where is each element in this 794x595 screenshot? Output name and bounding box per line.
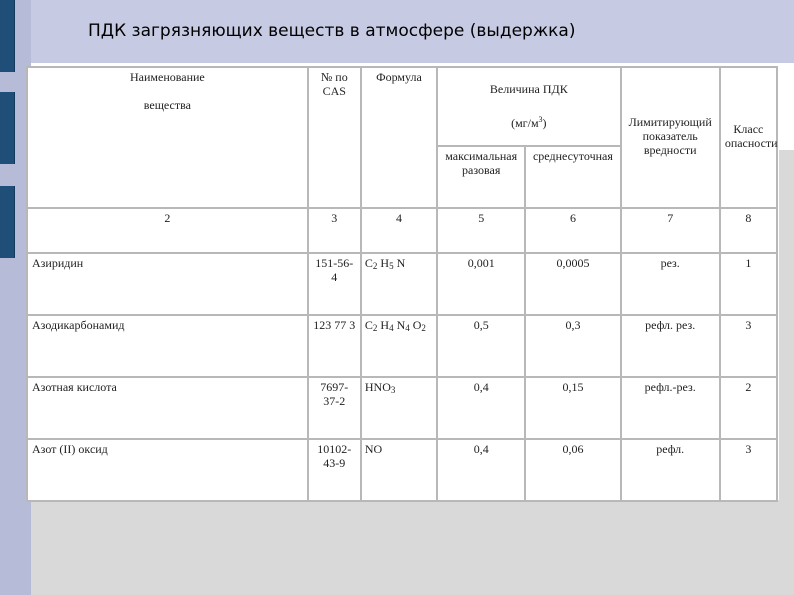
header-cas: № по CAS (308, 67, 361, 208)
header-name-line1: Наименование (129, 70, 205, 84)
table-row (27, 439, 777, 501)
max-single-value: 0,4 (437, 377, 525, 439)
header-pdk-title: Величина ПДК (489, 82, 568, 96)
daily-avg-value: 0,3 (525, 315, 620, 377)
header-formula: Формула (361, 67, 437, 208)
limiting-indicator: рез. (621, 253, 720, 315)
substance-name: Азодикарбонамид (27, 315, 308, 377)
slide-title: ПДК загрязняющих веществ в атмосфере (выдержка) (88, 21, 576, 41)
accent-bar (0, 186, 15, 258)
daily-avg-value: 0,15 (525, 377, 620, 439)
daily-avg-value: 0,0005 (525, 253, 620, 315)
hazard-class-value: 2 (720, 377, 777, 439)
header-pdk (437, 67, 620, 146)
cas-number: 7697-37-2 (308, 377, 361, 439)
header-name-line2: вещества (143, 97, 191, 112)
substance-name: Азот (II) оксид (27, 439, 308, 501)
cas-number: 151-56-4 (308, 253, 361, 315)
limiting-indicator: рефл. рез. (621, 315, 720, 377)
substance-name: Азиридин (27, 253, 308, 315)
column-number: 2 (27, 208, 308, 253)
table-row (27, 315, 777, 377)
accent-bar (0, 92, 15, 164)
formula: $C_2$ $H_4$ $N_4$ $O_2$ (361, 315, 437, 377)
column-number: 6 (525, 208, 620, 253)
max-single-value: 0,001 (437, 253, 525, 315)
column-number: 5 (437, 208, 525, 253)
formula: NO (361, 439, 437, 501)
table-row (27, 253, 777, 315)
substance-name: Азотная кислота (27, 377, 308, 439)
limiting-indicator: рефл.-рез. (621, 377, 720, 439)
header-daily-avg: среднесуточная (525, 146, 620, 208)
formula: $HNO_3$ (361, 377, 437, 439)
header-hazard-class: Класс опасности (720, 67, 777, 208)
daily-avg-value: 0,06 (525, 439, 620, 501)
hazard-class-value: 3 (720, 439, 777, 501)
hazard-class-value: 3 (720, 315, 777, 377)
header-pdk-unit: $(мг/м^3)$ (511, 114, 547, 130)
limiting-indicator: рефл. (621, 439, 720, 501)
accent-bar (0, 0, 15, 72)
header-limiting: Лимитирующий показатель вредности (621, 67, 720, 208)
column-number: 8 (720, 208, 777, 253)
formula: $C_2$ $H_5$ N (361, 253, 437, 315)
max-single-value: 0,4 (437, 439, 525, 501)
column-number: 7 (621, 208, 720, 253)
column-number: 4 (361, 208, 437, 253)
header-max-single: максимальная разовая (437, 146, 525, 208)
header-substance-name (27, 67, 308, 208)
bottom-grey-area (31, 500, 794, 595)
cas-number: 10102-43-9 (308, 439, 361, 501)
hazard-class-value: 1 (720, 253, 777, 315)
cas-number: 123 77 3 (308, 315, 361, 377)
pdk-table (26, 66, 778, 502)
table-row (27, 377, 777, 439)
max-single-value: 0,5 (437, 315, 525, 377)
column-number: 3 (308, 208, 361, 253)
